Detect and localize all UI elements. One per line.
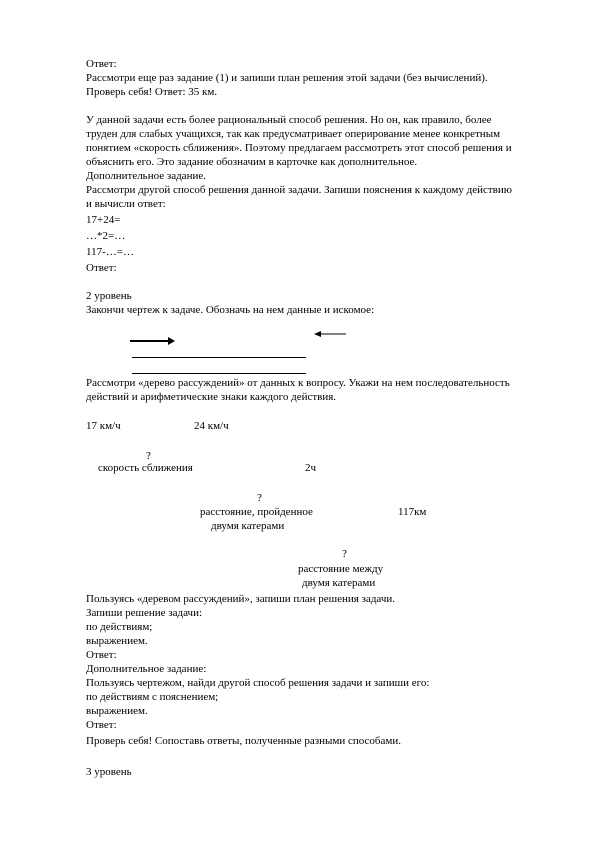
- level-heading: 2 уровень: [86, 290, 132, 302]
- paragraph: по действиям;: [86, 621, 153, 633]
- paragraph: действий и арифметические знаки каждого действия.: [86, 391, 337, 403]
- answer-label: Ответ:: [86, 649, 117, 661]
- answer-label: Ответ:: [86, 719, 117, 731]
- paragraph: Рассмотри «дерево рассуждений» от данных к вопросу. Укажи на нем последовательность: [86, 377, 510, 389]
- tree-closing-speed: скорость сближения: [98, 462, 193, 474]
- paragraph: объяснить его. Это задание обозначим в карточке как дополнительное.: [86, 156, 418, 168]
- answer-label: Ответ:: [86, 58, 117, 70]
- equation: 17+24=: [86, 214, 121, 226]
- tree-between-label: расстояние между: [298, 563, 384, 575]
- segment-line: [132, 373, 306, 374]
- paragraph: выражением.: [86, 705, 148, 717]
- paragraph: Проверь себя! Сопоставь ответы, полученные разными способами.: [86, 735, 401, 747]
- tree-distance-label: расстояние, пройденное: [200, 506, 313, 518]
- paragraph: понятием «скорость сближения». Поэтому предлагаем рассмотреть этот способ решения и: [86, 142, 512, 154]
- paragraph: выражением.: [86, 635, 148, 647]
- tree-speed-1: 17 км/ч: [86, 420, 121, 432]
- tree-total-distance: 117км: [398, 506, 427, 518]
- paragraph: Пользуясь чертежом, найди другой способ решения задачи и запиши его:: [86, 677, 430, 689]
- tree-speed-2: 24 км/ч: [194, 420, 229, 432]
- paragraph: Дополнительное задание.: [86, 170, 206, 182]
- level-heading: 3 уровень: [86, 766, 132, 778]
- right-arrow-icon: [128, 334, 178, 348]
- tree-between-label: двумя катерами: [302, 577, 376, 589]
- paragraph: Пользуясь «деревом рассуждений», запиши план решения задачи.: [86, 593, 396, 605]
- paragraph: У данной задачи есть более рациональный способ решения. Но он, как правило, более: [86, 114, 492, 126]
- tree-question-mark: ?: [257, 492, 262, 504]
- paragraph: Дополнительное задание:: [86, 663, 207, 675]
- tree-time: 2ч: [305, 462, 317, 474]
- tree-question-mark: ?: [342, 548, 347, 560]
- left-arrow-icon: [312, 328, 348, 340]
- tree-distance-label: двумя катерами: [211, 520, 285, 532]
- paragraph: по действиям с пояснением;: [86, 691, 219, 703]
- tree-question-mark: ?: [146, 450, 151, 462]
- paragraph: Рассмотри другой способ решения данной задачи. Запиши пояснения к каждому действию: [86, 184, 512, 196]
- paragraph: Рассмотри еще раз задание (1) и запиши план решения этой задачи (без вычислений).: [86, 72, 488, 84]
- equation: …*2=…: [86, 230, 126, 242]
- segment-line: [132, 357, 306, 358]
- paragraph: Закончи чертеж к задаче. Обозначь на нем данные и искомое:: [86, 304, 375, 316]
- paragraph: и вычисли ответ:: [86, 198, 166, 210]
- answer-label: Ответ:: [86, 262, 117, 274]
- paragraph: Запиши решение задачи:: [86, 607, 203, 619]
- paragraph: Проверь себя! Ответ: 35 км.: [86, 86, 218, 98]
- equation: 117-…=…: [86, 246, 134, 258]
- paragraph: труден для слабых учащихся, так как предусматривает оперирование менее конкретным: [86, 128, 501, 140]
